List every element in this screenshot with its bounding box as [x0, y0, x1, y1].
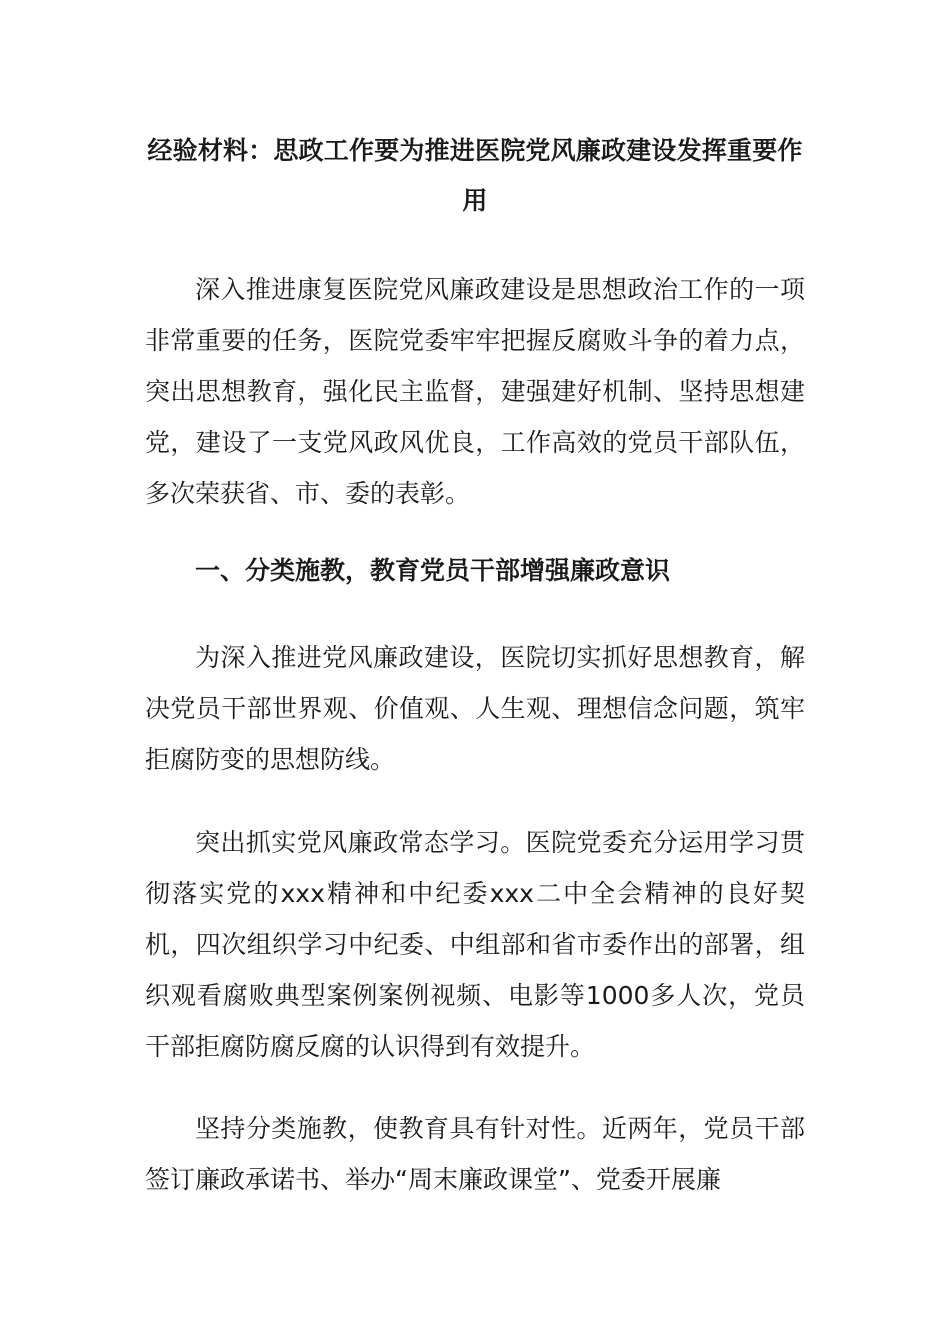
paragraph-section-1-intro: 为深入推进党风廉政建设，医院切实抓好思想教育，解决党员干部世界观、价值观、人生观、理想信念问题，筑牢拒腐防变的思想防线。 [145, 643, 805, 774]
section-heading-1: 一、分类施教，教育党员干部增强廉政意识 [195, 556, 671, 585]
paragraph-classified-education: 坚持分类施教，使教育具有针对性。近两年，党员干部签订廉政承诺书、举办“周末廉政课堂”、党委开展廉 [145, 1114, 805, 1194]
document-title: 经验材料：思政工作要为推进医院党风廉政建设发挥重要作用 [147, 136, 803, 215]
paragraph-intro: 深入推进康复医院党风廉政建设是思想政治工作的一项非常重要的任务，医院党委牢牢把握反腐败斗争的着力点，突出思想教育，强化民主监督，建强建好机制、坚持思想建党，建设了一支党风政风优良，工作高效的党员干部队伍，多次荣获省、市、委的表彰。 [145, 275, 805, 508]
paragraph-study: 突出抓实党风廉政常态学习。医院党委充分运用学习贯彻落实党的xxx精神和中纪委xxx二中全会精神的良好契机，四次组织学习中纪委、中组部和省市委作出的部署，组织观看腐败典型案例案例视频、电影等1000多人次，党员干部拒腐防腐反腐的认识得到有效提升。 [145, 828, 805, 1061]
